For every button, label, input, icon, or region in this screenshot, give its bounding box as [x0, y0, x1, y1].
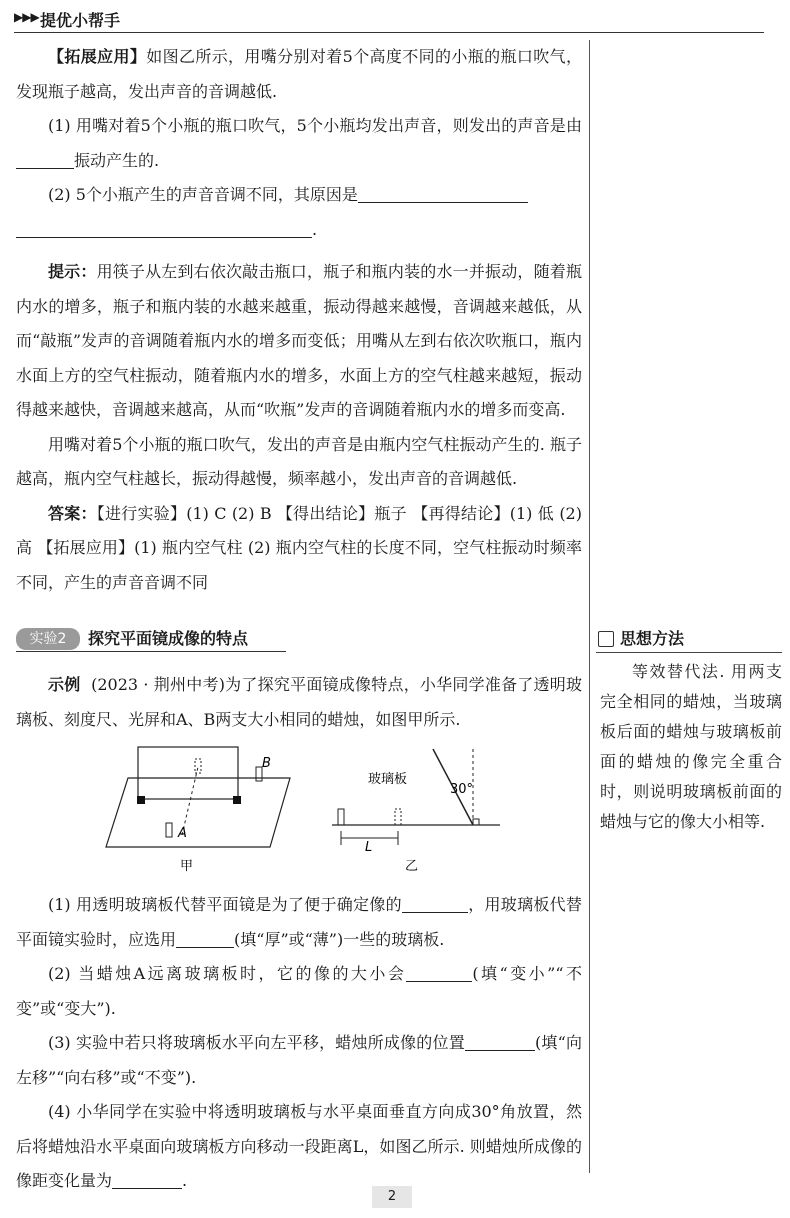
answer-paragraph: 答案：【进行实验】(1) C (2) B 【得出结论】瓶子 【再得结论】(1) 低 (2) 高 【拓展应用】(1) 瓶内空气柱 (2) 瓶内空气柱的长度不同，空气柱振动时频率不同，产生的声音音调不同: [16, 503, 582, 592]
answer-blank[interactable]: [16, 217, 312, 238]
answer-blank[interactable]: [16, 148, 74, 169]
question-2: (2) 当蜡烛A远离玻璃板时，它的像的大小会 (填“变小”“不变”或“变大”).: [16, 957, 582, 1026]
main-column: [16, 40, 582, 600]
plate-stand-left: [137, 796, 145, 804]
answer-blank[interactable]: [112, 1168, 182, 1189]
label-a: A: [178, 826, 187, 841]
method-sidebar: [596, 626, 782, 837]
table-surface: [106, 778, 290, 847]
example-text: 示例 (2023 · 荆州中考)为了探究平面镜成像特点，小华同学准备了透明玻璃板、刻度尺、光屏和A、B两支大小相同的蜡烛，如图甲所示.: [16, 675, 582, 729]
answer-blank[interactable]: [406, 961, 472, 982]
answer-blank[interactable]: [176, 927, 234, 948]
sidebar-header: [596, 626, 782, 653]
plate-stand-right: [233, 796, 241, 804]
answer-blank[interactable]: [358, 182, 528, 203]
extension-intro: 【拓展应用】如图乙所示，用嘴分别对着5个高度不同的小瓶的瓶口吹气，发现瓶子越高，发出声音的音调越低.: [16, 47, 582, 101]
right-angle-mark: [473, 819, 479, 825]
question-3: (3) 实验中若只将玻璃板水平向左平移，蜡烛所成像的位置 (填“向左移”“向右移”或“不变”).: [16, 1026, 582, 1095]
label-b: B: [262, 756, 271, 771]
extension-q1: (1) 用嘴对着5个小瓶的瓶口吹气，5个小瓶均发出声音，则发出的声音是由振动产生的.: [16, 109, 582, 178]
candle-a: [166, 823, 172, 837]
label-yi: 乙: [405, 859, 419, 874]
example-block: [16, 668, 582, 737]
candle-yi: [338, 809, 344, 825]
page-number: 2: [372, 1186, 412, 1208]
answer-blank[interactable]: [465, 1030, 535, 1051]
label-angle: 30°: [450, 782, 474, 797]
column-divider: [589, 40, 590, 1173]
sidebar-title: 思想方法: [620, 629, 685, 648]
section-rule: [16, 651, 286, 652]
candle-image: [195, 759, 201, 773]
question-1: (1) 用透明玻璃板代替平面镜是为了便于确定像的 ，用玻璃板代替平面镜实验时，应选用 (填“厚”或“薄”)一些的玻璃板.: [16, 888, 582, 957]
section-title: 探究平面镜成像的特点: [88, 629, 249, 648]
label-l: L: [365, 840, 373, 855]
method-icon: [598, 631, 614, 647]
section-tag: 实验2: [16, 628, 80, 650]
section-heading: [16, 626, 286, 652]
header-title: 提优小帮手: [40, 11, 121, 30]
sight-line: [182, 767, 198, 835]
sidebar-text: 等效替代法. 用两支完全相同的蜡烛，当玻璃板后面的蜡烛与玻璃板前面的蜡烛的像完全重合时，则说明玻璃板前面的蜡烛与它的像大小相等.: [600, 662, 782, 831]
hint-paragraph-2: 用嘴对着5个小瓶的瓶口吹气，发出的声音是由瓶内空气柱振动产生的. 瓶子越高，瓶内空气柱越长，振动得越慢，频率越小，发出声音的音调越低.: [16, 434, 582, 488]
candle-yi-image: [395, 809, 401, 825]
question-4: (4) 小华同学在实验中将透明玻璃板与水平桌面垂直方向成30°角放置，然后将蜡烛沿水平桌面向玻璃板方向移动一段距离L，如图乙所示. 则蜡烛所成像的像距变化量为 .: [16, 1102, 582, 1190]
experiment-figure: [100, 745, 500, 880]
questions-block: [16, 888, 582, 1199]
label-jia: 甲: [180, 859, 194, 874]
hint-paragraph: 提示：用筷子从左到右依次敲击瓶口，瓶子和瓶内装的水一并振动，随着瓶内水的增多，瓶子和瓶内装的水越来越重，振动得越来越慢，音调越来越低，从而“敲瓶”发声的音调随着瓶内水的增多而变低；用嘴从左到右依次吹瓶口，瓶内水面上方的空气柱振动，随着瓶内水的增多，水面上方的空气柱越来越短，振动得越来越快，音调越来越高，从而“吹瓶”发声的音调随着瓶内水的增多而变高.: [16, 262, 582, 419]
answer-blank[interactable]: [402, 892, 468, 913]
glass-plate: [138, 747, 238, 799]
header-arrows: ▶▶▶: [14, 10, 39, 24]
extension-q2: (2) 5个小瓶产生的声音音调不同，其原因是 .: [16, 178, 582, 247]
figure-svg: [100, 745, 500, 880]
label-glass: 玻璃板: [368, 772, 408, 787]
page-header: [14, 6, 764, 33]
